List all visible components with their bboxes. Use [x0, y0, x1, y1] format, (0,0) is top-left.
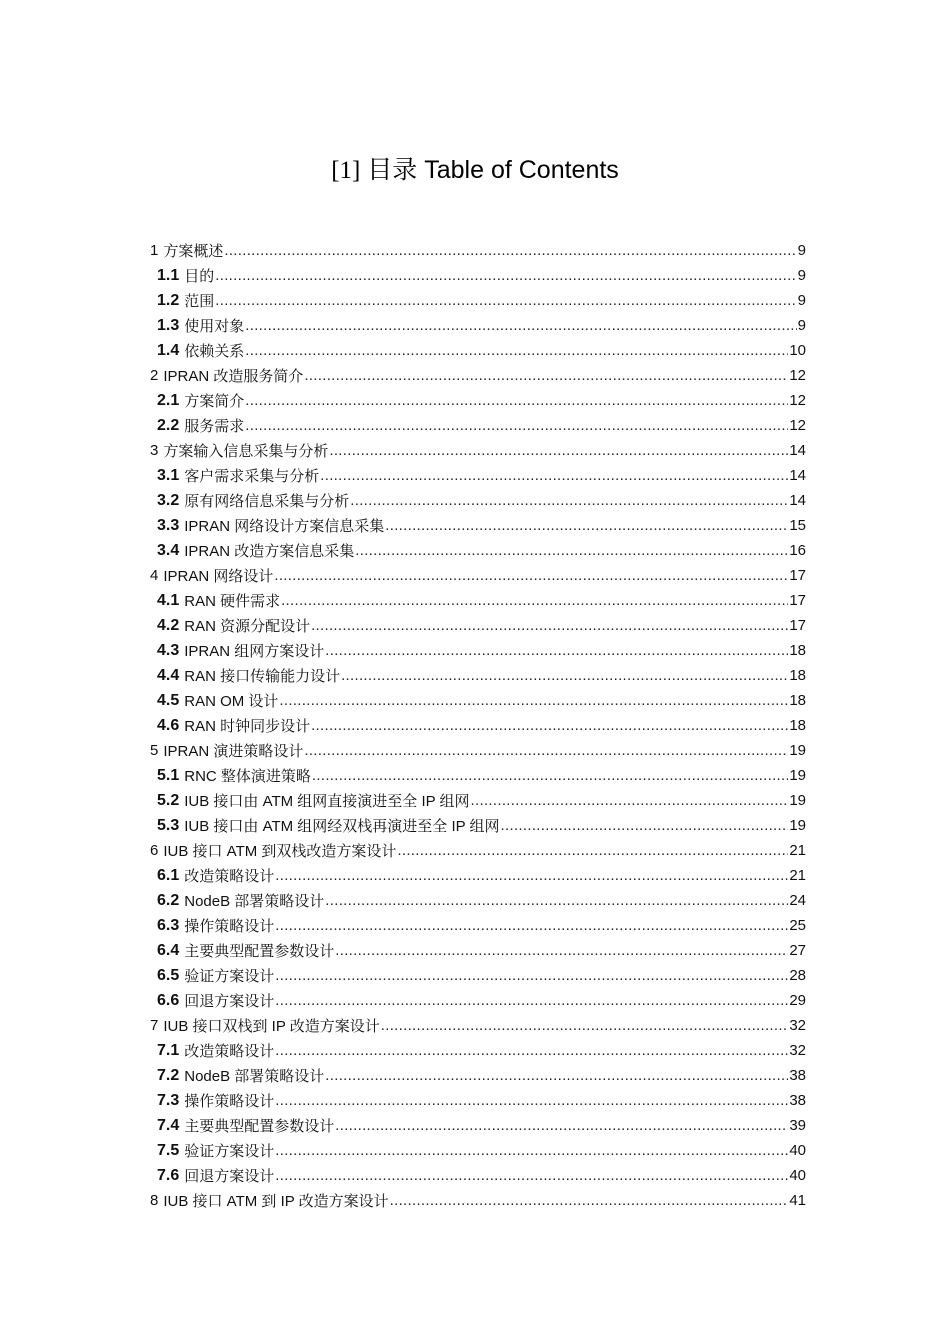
toc-page-number: 9: [797, 317, 806, 334]
toc-entry-title: NodeB 部署策略设计: [184, 893, 325, 910]
toc-entry[interactable]: [150, 888, 806, 913]
toc-page-number: 38: [789, 1092, 806, 1109]
toc-dot-leader: [325, 892, 788, 909]
toc-page-number: 12: [789, 417, 806, 434]
toc-entry-title: 范围: [184, 293, 215, 310]
toc-entry-number: 6.4: [157, 941, 180, 959]
toc-page-number: 9: [797, 267, 806, 284]
toc-dot-leader: [215, 292, 796, 309]
toc-dot-leader: [381, 1017, 789, 1034]
toc-entry-number: 6.3: [157, 916, 180, 934]
toc-dot-leader: [274, 567, 788, 584]
toc-entry[interactable]: [150, 913, 806, 938]
toc-entry-title: 操作策略设计: [184, 918, 275, 935]
toc-entry[interactable]: [150, 563, 806, 588]
toc-page-number: 15: [789, 517, 806, 534]
toc-entry-title: 依赖关系: [184, 343, 245, 360]
toc-entry-number: 6: [150, 842, 159, 859]
toc-page-number: 14: [789, 442, 806, 459]
toc-entry-number: 6.5: [157, 966, 180, 984]
toc-page-number: 19: [789, 817, 806, 834]
toc-entry-number: 4.2: [157, 616, 180, 634]
toc-entry-number: 1.1: [157, 266, 180, 284]
toc-entry-number: 3.1: [157, 466, 180, 484]
toc-dot-leader: [275, 867, 788, 884]
toc-dot-leader: [275, 967, 788, 984]
toc-entry-title: 使用对象: [184, 318, 245, 335]
toc-entry[interactable]: [150, 1188, 806, 1213]
toc-dot-leader: [224, 242, 796, 259]
toc-page-number: 29: [789, 992, 806, 1009]
toc-page-number: 14: [789, 467, 806, 484]
toc-entry-number: 4.3: [157, 641, 180, 659]
toc-entry-title: 主要典型配置参数设计: [184, 943, 335, 960]
toc-entry[interactable]: [150, 663, 806, 688]
toc-entry-number: 6.6: [157, 991, 180, 1009]
toc-entry-title: IUB 接口由 ATM 组网经双栈再演进至全 IP 组网: [184, 818, 500, 835]
toc-entry-title: 客户需求采集与分析: [184, 468, 320, 485]
toc-entry-number: 4.1: [157, 591, 180, 609]
toc-entry[interactable]: [150, 788, 806, 813]
toc-page-number: 19: [789, 767, 806, 784]
toc-dot-leader: [311, 717, 788, 734]
toc-entry-number: 7.1: [157, 1041, 180, 1059]
toc-dot-leader: [385, 517, 788, 534]
toc-entry-number: 1.2: [157, 291, 180, 309]
toc-entry-number: 4: [150, 567, 159, 584]
toc-entry-title: 方案简介: [184, 393, 245, 410]
toc-entry[interactable]: [150, 338, 806, 363]
toc-entry-title: IPRAN 网络设计: [163, 568, 274, 585]
toc-entry-number: 6.2: [157, 891, 180, 909]
toc-entry-title: RAN 接口传输能力设计: [184, 668, 341, 685]
toc-page-number: 18: [789, 667, 806, 684]
toc-dot-leader: [215, 267, 796, 284]
toc-entry[interactable]: [150, 513, 806, 538]
toc-entry-title: 验证方案设计: [184, 1143, 275, 1160]
toc-entry[interactable]: [150, 963, 806, 988]
toc-entry[interactable]: [150, 763, 806, 788]
toc-page-number: 41: [789, 1192, 806, 1209]
toc-entry-number: 7.3: [157, 1091, 180, 1109]
toc-entry-number: 7.2: [157, 1066, 180, 1084]
toc-entry[interactable]: [150, 813, 806, 838]
toc-dot-leader: [281, 592, 788, 609]
toc-entry-title: 操作策略设计: [184, 1093, 275, 1110]
toc-entry-number: 5.1: [157, 766, 180, 784]
toc-dot-leader: [390, 1192, 789, 1209]
toc-entry-title: 主要典型配置参数设计: [184, 1118, 335, 1135]
toc-entry-title: 验证方案设计: [184, 968, 275, 985]
toc-page-number: 40: [789, 1167, 806, 1184]
toc-entry-title: IPRAN 组网方案设计: [184, 643, 325, 660]
toc-entry-title: RAN 硬件需求: [184, 593, 281, 610]
toc-page-number: 14: [789, 492, 806, 509]
page-title: [0, 150, 950, 186]
toc-entry[interactable]: [150, 863, 806, 888]
toc-dot-leader: [355, 542, 788, 559]
toc-page-number: 18: [789, 642, 806, 659]
toc-entry[interactable]: [150, 1038, 806, 1063]
toc-entry-title: 方案概述: [163, 243, 224, 260]
toc-entry[interactable]: [150, 488, 806, 513]
toc-page-number: 25: [789, 917, 806, 934]
toc-dot-leader: [341, 667, 788, 684]
toc-entry[interactable]: [150, 1088, 806, 1113]
toc-page-number: 16: [789, 542, 806, 559]
toc-entry-title: IPRAN 改造方案信息采集: [184, 543, 355, 560]
table-of-contents: [150, 238, 806, 1213]
toc-entry-number: 7: [150, 1017, 159, 1034]
toc-entry-title: IUB 接口 ATM 到双栈改造方案设计: [163, 843, 397, 860]
toc-entry-title: IPRAN 网络设计方案信息采集: [184, 518, 385, 535]
toc-entry[interactable]: [150, 438, 806, 463]
toc-entry[interactable]: [150, 363, 806, 388]
toc-entry[interactable]: [150, 388, 806, 413]
toc-dot-leader: [245, 317, 796, 334]
toc-page-number: 24: [789, 892, 806, 909]
toc-dot-leader: [279, 692, 788, 709]
toc-dot-leader: [501, 817, 789, 834]
toc-page-number: 40: [789, 1142, 806, 1159]
toc-dot-leader: [471, 792, 789, 809]
toc-entry-number: 6.1: [157, 866, 180, 884]
toc-page-number: 17: [789, 617, 806, 634]
toc-entry-number: 8: [150, 1192, 159, 1209]
toc-dot-leader: [245, 392, 788, 409]
toc-entry-title: 改造策略设计: [184, 868, 275, 885]
toc-entry[interactable]: [150, 1163, 806, 1188]
toc-entry[interactable]: [150, 463, 806, 488]
toc-dot-leader: [275, 1167, 788, 1184]
title-text: 目录 Table of Contents: [367, 156, 619, 184]
toc-page-number: 38: [789, 1067, 806, 1084]
toc-page-number: 17: [789, 592, 806, 609]
toc-entry[interactable]: [150, 1113, 806, 1138]
toc-entry-number: 5.2: [157, 791, 180, 809]
toc-page-number: 17: [789, 567, 806, 584]
toc-dot-leader: [275, 1092, 788, 1109]
toc-entry-number: 7.6: [157, 1166, 180, 1184]
toc-entry[interactable]: [150, 738, 806, 763]
toc-entry-number: 1.4: [157, 341, 180, 359]
toc-page-number: 21: [789, 842, 806, 859]
toc-entry-number: 4.4: [157, 666, 180, 684]
toc-entry-title: RAN 资源分配设计: [184, 618, 311, 635]
toc-entry-number: 3.3: [157, 516, 180, 534]
toc-entry[interactable]: [150, 988, 806, 1013]
toc-entry-title: RNC 整体演进策略: [184, 768, 311, 785]
toc-entry-title: 目的: [184, 268, 215, 285]
toc-dot-leader: [329, 442, 788, 459]
toc-entry-title: IUB 接口双栈到 IP 改造方案设计: [163, 1018, 380, 1035]
toc-entry-title: 方案输入信息采集与分析: [163, 443, 329, 460]
toc-entry-title: IPRAN 演进策略设计: [163, 743, 304, 760]
toc-entry[interactable]: [150, 538, 806, 563]
toc-dot-leader: [325, 642, 788, 659]
toc-entry-title: IPRAN 改造服务简介: [163, 368, 304, 385]
toc-dot-leader: [275, 1042, 788, 1059]
toc-page-number: 19: [789, 742, 806, 759]
toc-entry[interactable]: [150, 1063, 806, 1088]
toc-page-number: 39: [789, 1117, 806, 1134]
toc-entry-title: RAN 时钟同步设计: [184, 718, 311, 735]
toc-page-number: 9: [797, 242, 806, 259]
toc-entry-number: 5.3: [157, 816, 180, 834]
toc-page-number: 27: [789, 942, 806, 959]
toc-entry-title: NodeB 部署策略设计: [184, 1068, 325, 1085]
toc-dot-leader: [304, 742, 788, 759]
toc-entry-number: 3: [150, 442, 159, 459]
toc-dot-leader: [311, 617, 788, 634]
toc-page-number: 12: [789, 392, 806, 409]
toc-entry-number: 2: [150, 367, 159, 384]
title-number: [1]: [331, 157, 361, 184]
toc-dot-leader: [304, 367, 788, 384]
toc-entry[interactable]: [150, 713, 806, 738]
toc-dot-leader: [350, 492, 788, 509]
toc-entry-number: 7.4: [157, 1116, 180, 1134]
toc-entry-number: 2.2: [157, 416, 180, 434]
toc-entry-title: 回退方案设计: [184, 1168, 275, 1185]
toc-entry[interactable]: [150, 238, 806, 263]
toc-entry-title: 回退方案设计: [184, 993, 275, 1010]
toc-entry-title: 服务需求: [184, 418, 245, 435]
toc-page-number: 32: [789, 1017, 806, 1034]
toc-entry-title: 原有网络信息采集与分析: [184, 493, 350, 510]
toc-page-number: 9: [797, 292, 806, 309]
toc-entry[interactable]: [150, 588, 806, 613]
toc-entry-number: 4.6: [157, 716, 180, 734]
toc-page-number: 19: [789, 792, 806, 809]
toc-entry[interactable]: [150, 1138, 806, 1163]
toc-entry-number: 3.2: [157, 491, 180, 509]
toc-page-number: 32: [789, 1042, 806, 1059]
toc-entry[interactable]: [150, 638, 806, 663]
toc-dot-leader: [397, 842, 788, 859]
toc-dot-leader: [245, 417, 788, 434]
toc-dot-leader: [275, 1142, 788, 1159]
toc-entry[interactable]: [150, 263, 806, 288]
toc-dot-leader: [275, 992, 788, 1009]
toc-entry-number: 2.1: [157, 391, 180, 409]
toc-entry-number: 5: [150, 742, 159, 759]
toc-page-number: 18: [789, 717, 806, 734]
toc-entry-number: 3.4: [157, 541, 180, 559]
toc-entry-number: 7.5: [157, 1141, 180, 1159]
toc-entry-title: RAN OM 设计: [184, 693, 279, 710]
toc-entry[interactable]: [150, 938, 806, 963]
toc-dot-leader: [245, 342, 788, 359]
toc-dot-leader: [312, 767, 788, 784]
toc-entry-title: IUB 接口 ATM 到 IP 改造方案设计: [163, 1193, 389, 1210]
toc-entry-title: 改造策略设计: [184, 1043, 275, 1060]
toc-page-number: 21: [789, 867, 806, 884]
toc-entry-number: 1.3: [157, 316, 180, 334]
toc-entry[interactable]: [150, 413, 806, 438]
toc-entry[interactable]: [150, 613, 806, 638]
toc-entry-number: 4.5: [157, 691, 180, 709]
toc-entry[interactable]: [150, 1013, 806, 1038]
toc-dot-leader: [335, 942, 788, 959]
toc-entry[interactable]: [150, 838, 806, 863]
toc-page-number: 18: [789, 692, 806, 709]
toc-page-number: 10: [789, 342, 806, 359]
toc-entry[interactable]: [150, 313, 806, 338]
toc-entry-number: 1: [150, 242, 159, 259]
toc-dot-leader: [320, 467, 788, 484]
toc-dot-leader: [275, 917, 788, 934]
toc-entry[interactable]: [150, 688, 806, 713]
toc-dot-leader: [325, 1067, 788, 1084]
toc-entry-title: IUB 接口由 ATM 组网直接演进至全 IP 组网: [184, 793, 470, 810]
toc-page-number: 28: [789, 967, 806, 984]
toc-dot-leader: [335, 1117, 788, 1134]
toc-page-number: 12: [789, 367, 806, 384]
toc-entry[interactable]: [150, 288, 806, 313]
